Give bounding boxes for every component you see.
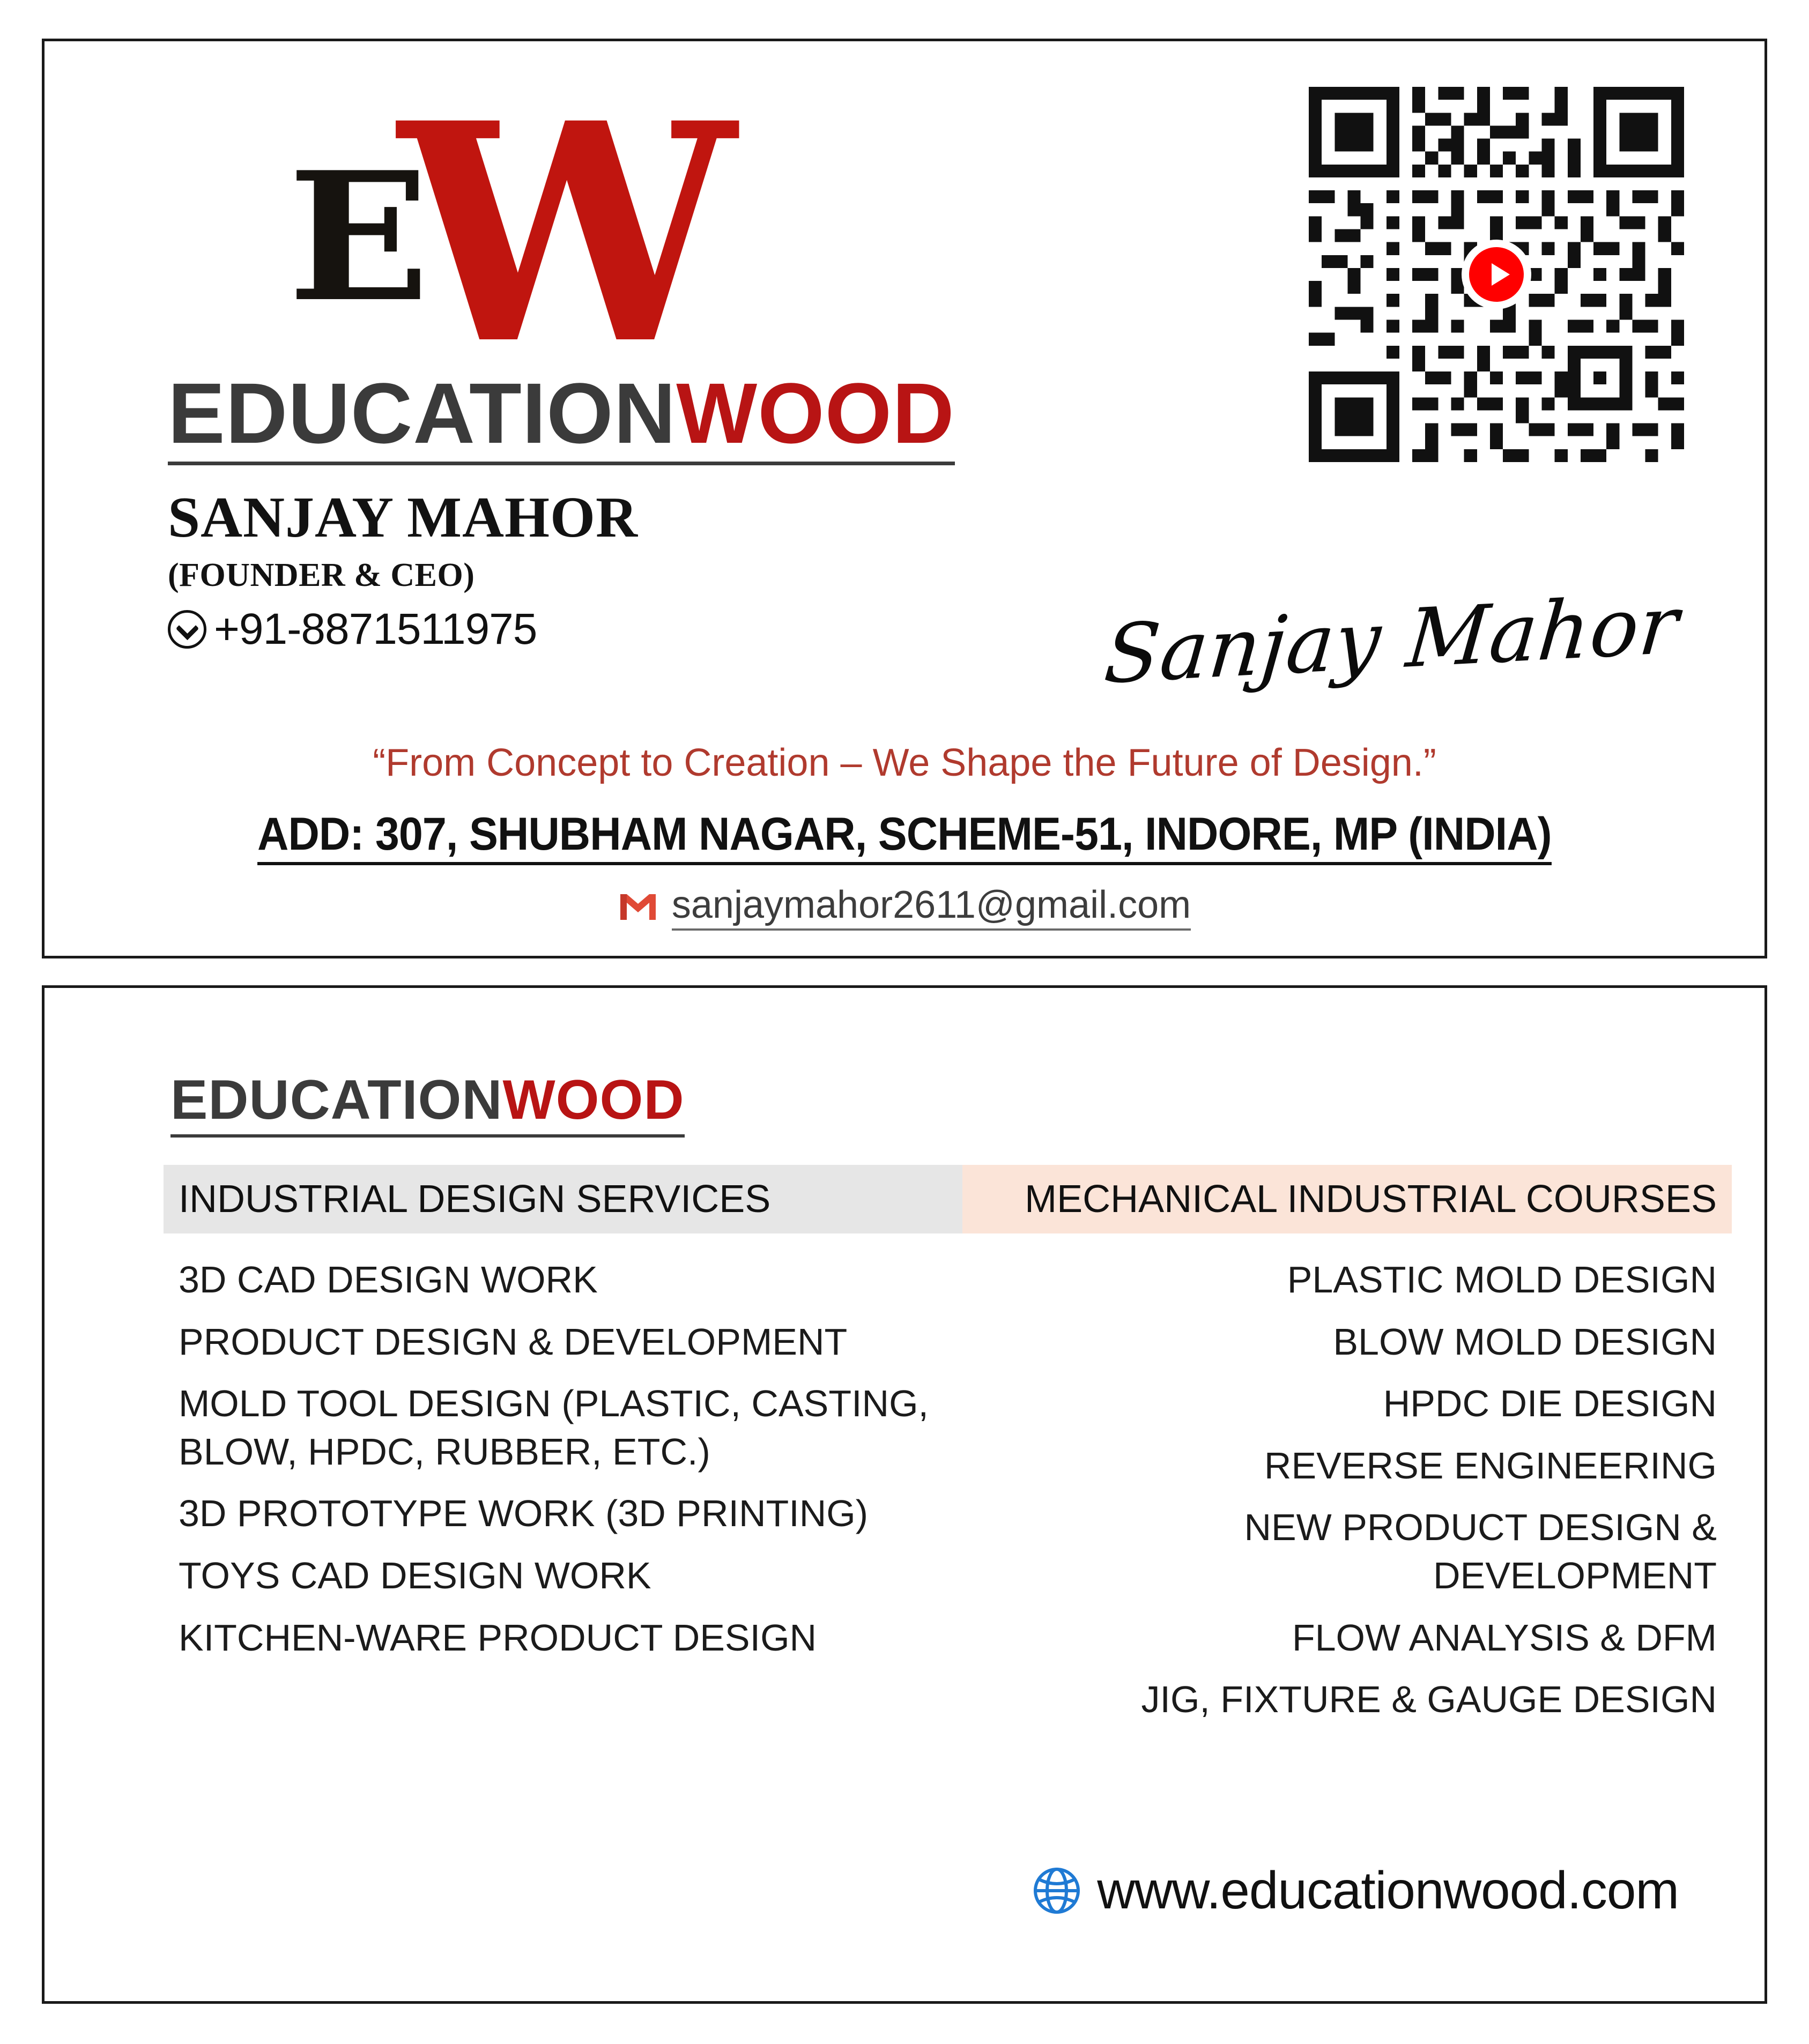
address-text: ADD: 307, SHUBHAM NAGAR, SCHEME-51, INDORE, MP (INDIA) [257,808,1552,865]
website-text: www.educationwood.com [1097,1861,1679,1920]
list-item: FLOW ANALYSIS & DFM [1292,1616,1717,1659]
brand-word-education: EDUCATION [168,365,677,461]
logo-block [168,58,955,655]
list-item: KITCHEN-WARE PRODUCT DESIGN [179,1616,817,1659]
courses-column [962,1256,1732,1738]
list-item: BLOW MOLD DESIGN [1333,1320,1717,1363]
youtube-icon [1462,240,1531,309]
column-header-courses: MECHANICAL INDUSTRIAL COURSES [962,1165,1732,1233]
tagline: “From Concept to Creation – We Shape the Future of Design.” [373,741,1436,784]
back-brand-word-education: EDUCATION [170,1069,503,1131]
list-item: PRODUCT DESIGN & DEVELOPMENT [179,1320,848,1363]
monogram-letter-w: W [398,58,736,411]
list-item: NEW PRODUCT DESIGN & DEVELOPMENT [1244,1506,1717,1596]
email-row[interactable] [45,883,1764,931]
back-brand-wordmark [170,1068,685,1138]
phone-number: +91-8871511975 [214,605,537,653]
back-brand-word-wood: WOOD [502,1069,685,1131]
ew-monogram [287,58,774,411]
phone-row[interactable] [168,604,918,655]
services-table-header [164,1165,1764,1233]
list-item: JIG, FIXTURE & GAUGE DESIGN [1141,1678,1717,1721]
email-text: sanjaymahor2611@gmail.com [672,883,1191,931]
person-name: SANJAY MAHOR [168,486,639,549]
business-card-back [42,985,1767,2004]
list-item: PLASTIC MOLD DESIGN [1287,1259,1717,1300]
list-item: REVERSE ENGINEERING [1264,1444,1717,1486]
phone-icon [168,610,206,649]
brand-word-wood: WOOD [676,365,955,461]
monogram-letter-e: E [287,133,424,341]
website-row[interactable] [1034,1860,1679,1921]
list-item: MOLD TOOL DESIGN (PLASTIC, CASTING, BLOW, HPDC, RUBBER, ETC.) [179,1383,929,1473]
list-item: HPDC DIE DESIGN [1383,1383,1717,1425]
services-table-body [164,1256,1764,1738]
qr-code[interactable] [1309,87,1684,462]
column-header-services: INDUSTRIAL DESIGN SERVICES [164,1165,962,1233]
services-column [164,1256,962,1738]
person-role: (FOUNDER & CEO) [168,557,475,593]
signature: Sanjay Mahor [1101,578,1682,702]
globe-icon [1034,1868,1080,1914]
list-item: 3D PROTOTYPE WORK (3D PRINTING) [179,1492,869,1535]
address-line [45,808,1764,865]
list-item: TOYS CAD DESIGN WORK [179,1554,651,1596]
business-card-front [42,39,1767,958]
list-item: 3D CAD DESIGN WORK [179,1259,598,1300]
gmail-icon [618,892,658,922]
